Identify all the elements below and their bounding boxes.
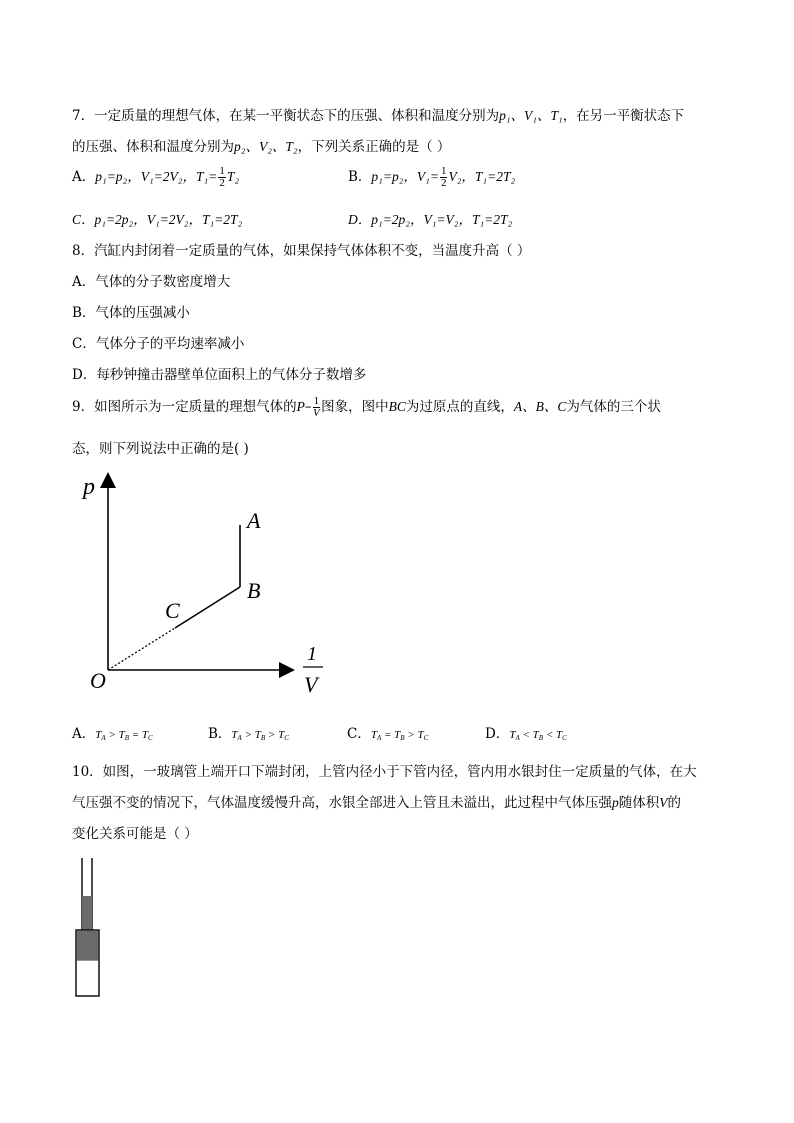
q7-stem-text-2b: ，下列关系正确的是（ ） <box>297 139 451 155</box>
q7-stem-text-b: ，在另一平衡状态下 <box>562 108 685 124</box>
q9-graph <box>75 470 335 710</box>
mercury-upper <box>82 896 92 930</box>
q9-option-d[interactable] <box>485 722 567 742</box>
q8-stem: 8．汽缸内封闭着一定质量的气体，如果保持气体体积不变，当温度升高（ ） <box>72 243 531 259</box>
q9-stem-text: 9．如图所示为一定质量的理想气体的 <box>72 399 297 415</box>
q7-option-b-end: V₂，T₁=2T₂ <box>448 169 516 184</box>
q10-stem-v: V <box>659 795 668 810</box>
q8-option-b[interactable]: B．气体的压强减小 <box>72 305 190 321</box>
q7-option-b-text: p₁=p₂，V₁= <box>371 169 439 184</box>
q9-option-a-label: A． <box>72 726 96 742</box>
q9-stem-line2: 态，则下列说法中正确的是( ) <box>72 441 249 457</box>
mercury-lower <box>77 931 99 961</box>
q9-stem-text-d: 为气体的三个状 <box>566 399 661 415</box>
origin-label: O <box>90 668 106 693</box>
q10-stem-line3: 变化关系可能是（ ） <box>72 826 198 842</box>
y-axis-label: p <box>83 474 95 500</box>
point-b-label: B <box>247 578 261 603</box>
q7-option-a-end: T₂ <box>226 169 240 184</box>
q10-tube-diagram <box>70 856 130 1006</box>
q7-option-b[interactable] <box>348 165 515 189</box>
q9-stem-p: P <box>296 399 305 414</box>
q7-option-b-fraction <box>440 166 448 189</box>
line-cb <box>175 587 240 628</box>
q10-stem-line1: 10．如图，一玻璃管上端开口下端封闭，上管内径小于下管内径，管内用水银封住一定质量的气体，在大 <box>72 764 697 780</box>
q7-option-d[interactable]: D．p₁=2p₂，V₁=V₂，T₁=2T₂ <box>348 212 513 227</box>
q9-option-c-label: C． <box>347 726 371 742</box>
q9-option-d-label: D． <box>485 726 510 742</box>
q7-symbols-2: p₂、V₂、T₂ <box>234 139 298 154</box>
q9-option-d-formula: $T_A < T_B < T_C$ <box>509 729 567 742</box>
q9-stem-text-c: 为过原点的直线， <box>405 399 514 415</box>
q10-stem-line2 <box>72 791 681 811</box>
q9-stem-fraction <box>313 396 321 419</box>
q8-option-a[interactable]: A．气体的分子数密度增大 <box>72 274 231 290</box>
q9-option-c[interactable] <box>347 722 428 742</box>
point-c-label: C <box>165 598 180 623</box>
q7-stem-text-2: 的压强、体积和温度分别为 <box>72 139 234 155</box>
q7-symbols-1: p₁、V₁、T₁ <box>499 108 563 123</box>
fraction-denominator: 2 <box>440 177 447 189</box>
point-a-label: A <box>247 508 261 533</box>
q9-stem-text-b: 图象，图中 <box>321 399 389 415</box>
q9-option-b-formula: $T_A > T_B > T_C$ <box>231 729 289 742</box>
q7-option-a-text: p₁=p₂，V₁=2V₂，T₁= <box>95 169 218 184</box>
q10-stem-text-c: 的 <box>667 795 681 811</box>
q10-stem-p: p <box>612 795 619 810</box>
dashed-line-oc <box>108 628 175 670</box>
q10-stem-text: 气压强不变的情况下，气体温度缓慢升高，水银全部进入上管且未溢出，此过程中气体压强 <box>72 795 612 811</box>
q9-option-a[interactable] <box>72 722 153 742</box>
q7-option-a-label: A． <box>72 169 96 185</box>
q9-option-b-label: B． <box>208 726 232 742</box>
fraction-numerator: 1 <box>440 165 447 177</box>
q7-option-a-fraction <box>218 166 226 189</box>
q7-stem-line2 <box>72 135 450 155</box>
q7-stem-line1 <box>72 104 684 124</box>
q9-stem-abc: A、B、C <box>513 399 567 414</box>
q9-stem-line1: 9．如图所示为一定质量的理想气体的P– $\frac{1}{V}$ 图象，图中BC为过原点的直线，A、B、C为气体的三个状 <box>72 395 661 419</box>
fraction-numerator: 1 <box>219 165 225 177</box>
q9-option-b[interactable] <box>208 722 289 742</box>
q9-option-c-formula: $T_A = T_B > T_C$ <box>370 729 429 742</box>
fraction-denominator: V <box>312 407 320 419</box>
q7-option-b-label: B． <box>348 169 372 185</box>
x-axis-label-num: 1 <box>307 643 317 665</box>
fraction-numerator: 1 <box>313 395 320 407</box>
q7-option-c[interactable]: C．p₁=2p₂，V₁=2V₂，T₁=2T₂ <box>72 212 243 227</box>
q8-option-d[interactable]: D．每秒钟撞击器壁单位面积上的气体分子数增多 <box>72 367 367 383</box>
fraction-denominator: 2 <box>219 177 225 189</box>
q10-stem-text-b: 随体积 <box>618 795 660 811</box>
q7-stem-text: 7．一定质量的理想气体，在某一平衡状态下的压强、体积和温度分别为 <box>72 108 500 124</box>
q9-stem-bc: BC <box>388 399 406 414</box>
q9-option-a-formula: $T_A > T_B = T_C$ <box>95 729 153 742</box>
x-axis-label-den: V <box>304 672 318 697</box>
q7-option-a[interactable] <box>72 165 239 189</box>
q8-option-c[interactable]: C．气体分子的平均速率减小 <box>72 336 245 352</box>
